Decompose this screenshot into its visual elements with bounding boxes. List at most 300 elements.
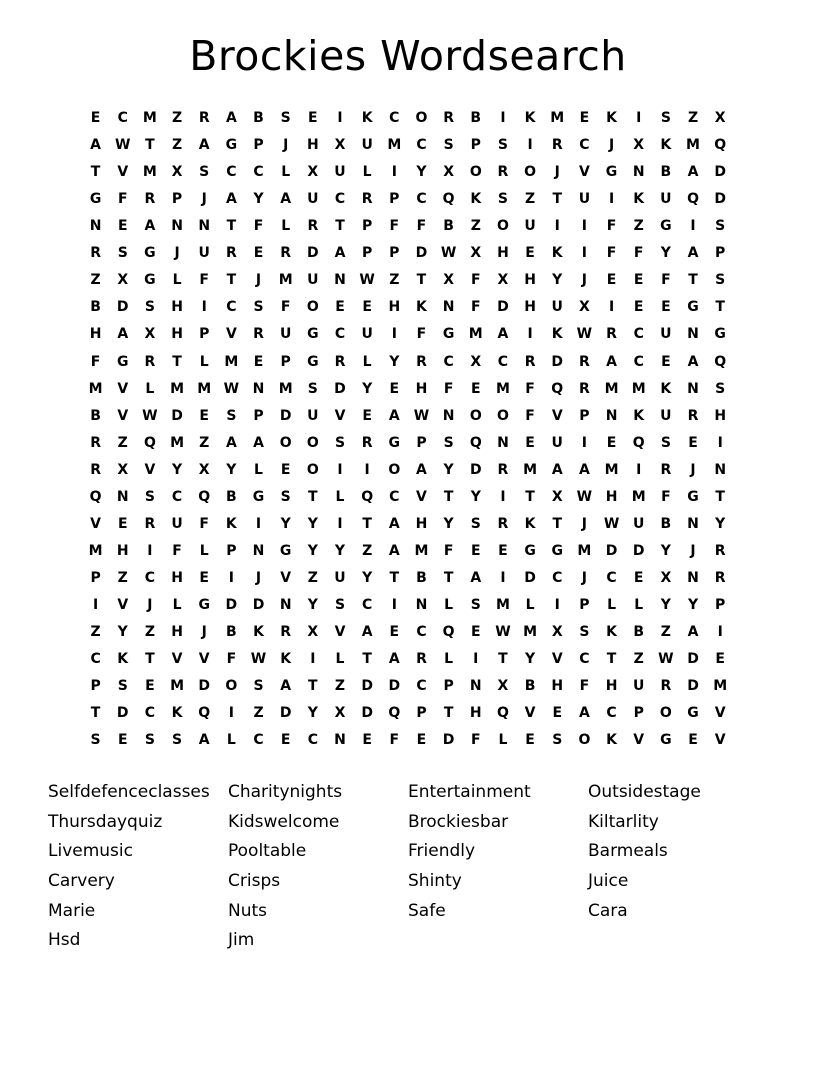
grid-letter: D: [469, 461, 482, 478]
grid-letter: T: [308, 678, 318, 695]
grid-letter: L: [362, 164, 372, 181]
grid-letter: V: [524, 705, 536, 722]
grid-letter: M: [495, 596, 510, 613]
grid-letter: I: [554, 596, 560, 613]
grid-letter: C: [253, 732, 264, 749]
grid-letter: S: [90, 732, 101, 749]
grid-letter: E: [362, 407, 372, 424]
grid-letter: N: [334, 732, 346, 749]
grid-letter: U: [307, 407, 319, 424]
grid-row: [82, 619, 734, 646]
grid-letter: R: [714, 569, 726, 586]
grid-letter: G: [660, 218, 672, 235]
grid-letter: Z: [633, 651, 644, 668]
grid-letter: Z: [90, 272, 101, 289]
grid-letter: M: [197, 380, 212, 397]
grid-letter: O: [225, 678, 238, 695]
grid-letter: B: [90, 299, 101, 316]
grid-letter: I: [391, 596, 397, 613]
grid-letter: C: [416, 191, 427, 208]
grid-letter: J: [581, 515, 587, 532]
word-list-item: Kiltarlity: [588, 811, 659, 832]
grid-letter: O: [469, 407, 482, 424]
grid-letter: C: [633, 326, 644, 343]
word-list-item: Jim: [228, 930, 255, 951]
grid-row: [82, 294, 734, 321]
grid-letter: I: [717, 434, 723, 451]
grid-letter: R: [334, 353, 346, 370]
grid-letter: F: [253, 218, 264, 235]
grid-letter: Z: [253, 705, 264, 722]
grid-letter: G: [279, 542, 292, 559]
grid-letter: P: [280, 353, 291, 370]
grid-letter: M: [142, 164, 157, 181]
grid-letter: T: [552, 515, 563, 532]
grid-letter: Y: [660, 245, 671, 262]
grid-letter: R: [361, 434, 373, 451]
grid-letter: N: [334, 272, 346, 289]
grid-letter: E: [362, 732, 372, 749]
grid-letter: M: [170, 678, 185, 695]
grid-letter: C: [144, 705, 156, 722]
grid-letter: E: [416, 732, 427, 749]
grid-letter: F: [443, 542, 454, 559]
grid-letter: R: [714, 542, 726, 559]
grid-letter: U: [334, 569, 346, 586]
grid-letter: X: [470, 245, 482, 262]
grid-letter: Y: [416, 164, 427, 181]
grid-letter: E: [525, 732, 535, 749]
grid-letter: W: [658, 651, 674, 668]
word-list-item: Carvery: [48, 871, 115, 891]
grid-letter: C: [606, 569, 617, 586]
grid-letter: E: [199, 407, 209, 424]
grid-letter: B: [633, 623, 645, 640]
grid-letter: S: [117, 678, 128, 695]
grid-letter: N: [605, 407, 618, 424]
grid-letter: F: [470, 272, 481, 289]
grid-letter: Z: [687, 110, 699, 127]
grid-letter: N: [198, 218, 211, 235]
grid-letter: N: [469, 678, 482, 695]
grid-letter: D: [714, 164, 726, 181]
grid-letter: Q: [442, 191, 455, 208]
grid-letter: T: [416, 272, 427, 289]
grid-letter: A: [551, 461, 563, 478]
grid-letter: Y: [253, 191, 264, 208]
grid-letter: R: [524, 353, 536, 370]
grid-row: [82, 592, 734, 619]
grid-letter: W: [223, 380, 240, 397]
grid-letter: R: [90, 461, 101, 478]
grid-letter: U: [307, 272, 319, 289]
grid-letter: T: [90, 164, 101, 181]
grid-letter: E: [117, 515, 128, 532]
grid-letter: X: [144, 326, 156, 343]
grid-letter: N: [252, 380, 265, 397]
grid-letter: I: [581, 245, 587, 262]
grid-letter: C: [497, 353, 509, 370]
grid-letter: E: [525, 245, 535, 262]
grid-letter: Z: [171, 137, 183, 154]
grid-letter: X: [171, 164, 183, 181]
grid-letter: L: [254, 461, 263, 478]
grid-letter: S: [280, 488, 291, 505]
grid-letter: T: [389, 569, 400, 586]
grid-letter: L: [634, 596, 644, 613]
grid-letter: Y: [307, 542, 318, 559]
grid-letter: U: [551, 434, 563, 451]
grid-row: [82, 700, 734, 727]
grid-letter: K: [280, 651, 292, 668]
grid-letter: V: [117, 407, 129, 424]
grid-letter: S: [144, 299, 155, 316]
grid-letter: S: [144, 488, 155, 505]
grid-letter: C: [307, 732, 318, 749]
grid-letter: K: [470, 191, 482, 208]
grid-letter: Q: [551, 380, 564, 397]
grid-letter: T: [145, 137, 155, 154]
grid-letter: V: [714, 705, 726, 722]
grid-row: [82, 430, 734, 457]
grid-letter: A: [578, 461, 590, 478]
word-list-item: Outsidestage: [588, 782, 701, 803]
grid-letter: Z: [660, 623, 671, 640]
grid-row: [82, 646, 734, 673]
grid-letter: E: [280, 461, 291, 478]
grid-letter: A: [144, 218, 156, 235]
grid-letter: F: [525, 380, 535, 397]
grid-letter: R: [361, 191, 373, 208]
grid-letter: D: [279, 407, 292, 424]
grid-letter: V: [416, 488, 427, 505]
grid-letter: H: [497, 245, 509, 262]
grid-letter: H: [89, 326, 102, 343]
grid-letter: M: [387, 137, 402, 154]
grid-letter: U: [660, 191, 672, 208]
grid-letter: Y: [715, 515, 726, 532]
grid-letter: N: [252, 542, 265, 559]
grid-letter: K: [524, 110, 536, 127]
grid-letter: A: [361, 623, 373, 640]
page-title: Brockies Wordsearch: [189, 32, 627, 80]
grid-row: [82, 403, 734, 430]
grid-letter: V: [551, 407, 563, 424]
grid-letter: O: [578, 732, 591, 749]
grid-letter: Y: [525, 651, 536, 668]
grid-letter: U: [660, 407, 672, 424]
grid-letter: D: [551, 353, 564, 370]
grid-letter: W: [142, 407, 158, 424]
grid-letter: H: [171, 299, 183, 316]
grid-letter: U: [551, 299, 563, 316]
grid-letter: Q: [714, 353, 727, 370]
grid-letter: F: [172, 542, 182, 559]
word-list-column: [228, 778, 408, 956]
grid-letter: P: [389, 191, 400, 208]
grid-letter: H: [524, 299, 536, 316]
grid-letter: G: [524, 542, 536, 559]
grid-letter: S: [715, 272, 726, 289]
grid-letter: L: [281, 164, 291, 181]
grid-letter: N: [279, 596, 292, 613]
grid-letter: Z: [307, 569, 318, 586]
word-list-item: Marie: [48, 900, 96, 921]
grid-letter: F: [606, 245, 617, 262]
grid-letter: H: [605, 678, 618, 695]
grid-letter: C: [552, 569, 563, 586]
grid-letter: F: [443, 380, 454, 397]
grid-letter: R: [416, 651, 427, 668]
grid-letter: B: [524, 678, 536, 695]
grid-letter: E: [470, 380, 481, 397]
grid-letter: N: [171, 218, 183, 235]
grid-letter: E: [199, 569, 209, 586]
grid-letter: I: [608, 299, 615, 316]
grid-letter: G: [198, 596, 210, 613]
word-list: [0, 778, 816, 956]
grid-letter: E: [661, 353, 671, 370]
grid-letter: X: [551, 488, 563, 505]
grid-letter: M: [224, 353, 239, 370]
grid-letter: F: [606, 218, 617, 235]
grid-letter: P: [470, 137, 481, 154]
grid-letter: S: [226, 407, 237, 424]
grid-letter: L: [444, 596, 454, 613]
grid-letter: Q: [89, 488, 102, 505]
grid-letter: D: [116, 705, 129, 722]
word-list-item: Cara: [588, 900, 628, 921]
grid-letter: Y: [362, 380, 373, 397]
grid-letter: F: [280, 299, 291, 316]
grid-letter: S: [144, 732, 155, 749]
grid-letter: R: [144, 353, 156, 370]
grid-letter: A: [280, 678, 292, 695]
word-list-item: Livemusic: [48, 841, 133, 862]
grid-letter: D: [361, 705, 373, 722]
grid-letter: Y: [280, 515, 291, 532]
grid-letter: P: [226, 542, 237, 559]
grid-row: [82, 186, 734, 213]
grid-letter: T: [90, 705, 101, 722]
grid-letter: X: [443, 272, 454, 289]
grid-letter: N: [442, 299, 455, 316]
grid-letter: E: [688, 732, 698, 749]
grid-letter: V: [117, 380, 129, 397]
grid-letter: K: [551, 245, 563, 262]
grid-letter: E: [253, 245, 264, 262]
grid-letter: N: [116, 488, 129, 505]
grid-letter: J: [608, 137, 615, 154]
grid-letter: U: [279, 326, 292, 343]
grid-letter: W: [576, 326, 593, 343]
grid-letter: M: [170, 380, 185, 397]
grid-letter: I: [310, 651, 316, 668]
grid-row: [82, 457, 734, 484]
grid-letter: A: [198, 137, 210, 154]
grid-letter: Z: [525, 191, 536, 208]
grid-letter: A: [334, 245, 346, 262]
grid-letter: U: [198, 245, 210, 262]
grid-letter: N: [687, 380, 699, 397]
grid-letter: G: [89, 191, 102, 208]
grid-letter: M: [550, 110, 565, 127]
grid-letter: A: [225, 191, 237, 208]
grid-letter: Y: [660, 596, 671, 613]
grid-letter: C: [389, 488, 400, 505]
grid-letter: B: [253, 110, 264, 127]
grid-letter: O: [388, 461, 401, 478]
grid-letter: T: [688, 272, 698, 289]
grid-letter: J: [255, 272, 262, 289]
grid-letter: L: [145, 380, 155, 397]
grid-letter: F: [199, 515, 209, 532]
grid-letter: Y: [362, 569, 373, 586]
grid-letter: I: [527, 137, 533, 154]
grid-letter: B: [90, 407, 101, 424]
grid-row: [82, 538, 734, 565]
grid-letter: D: [524, 569, 536, 586]
grid-letter: I: [636, 110, 642, 127]
grid-letter: W: [115, 137, 131, 154]
word-list-column: [48, 778, 228, 956]
grid-letter: N: [442, 407, 455, 424]
grid-letter: T: [226, 218, 237, 235]
grid-letter: J: [201, 623, 207, 640]
grid-letter: M: [414, 542, 429, 559]
grid-letter: A: [198, 732, 210, 749]
grid-letter: S: [470, 515, 481, 532]
grid-letter: S: [334, 596, 346, 613]
grid-letter: H: [714, 407, 727, 424]
grid-letter: G: [388, 434, 401, 451]
grid-letter: M: [523, 461, 538, 478]
word-list-item: Shinty: [408, 871, 462, 891]
grid-letter: C: [579, 137, 590, 154]
grid-letter: T: [335, 218, 345, 235]
grid-letter: L: [444, 651, 454, 668]
grid-letter: Y: [660, 542, 671, 559]
grid-letter: X: [307, 164, 319, 181]
grid-letter: H: [306, 137, 319, 154]
grid-letter: J: [147, 596, 153, 613]
grid-letter: O: [306, 434, 319, 451]
grid-letter: K: [606, 623, 617, 640]
grid-letter: S: [253, 299, 264, 316]
grid-letter: N: [89, 218, 102, 235]
grid-letter: A: [687, 623, 699, 640]
grid-letter: W: [440, 245, 457, 262]
grid-letter: Q: [496, 705, 509, 722]
grid-letter: F: [416, 218, 427, 235]
grid-letter: I: [527, 326, 533, 343]
grid-letter: I: [228, 705, 234, 722]
grid-letter: D: [632, 542, 645, 559]
grid-letter: P: [715, 245, 726, 262]
grid-letter: R: [307, 218, 319, 235]
grid-letter: D: [415, 245, 428, 262]
grid-letter: X: [334, 705, 346, 722]
grid-letter: O: [496, 218, 509, 235]
grid-letter: Y: [687, 596, 699, 613]
grid-letter: S: [117, 245, 128, 262]
grid-letter: S: [253, 678, 264, 695]
grid-letter: P: [362, 245, 373, 262]
grid-letter: B: [226, 488, 237, 505]
grid-letter: D: [687, 651, 699, 668]
grid-letter: G: [144, 245, 156, 262]
grid-letter: Z: [334, 678, 346, 695]
grid-letter: V: [171, 651, 183, 668]
grid-letter: N: [687, 515, 699, 532]
word-list-item: Barmeals: [588, 841, 668, 862]
grid-letter: R: [551, 137, 563, 154]
grid-letter: U: [361, 326, 373, 343]
grid-letter: T: [362, 515, 372, 532]
word-list-item: Friendly: [408, 841, 476, 862]
grid-letter: Q: [442, 623, 455, 640]
grid-letter: V: [551, 651, 563, 668]
grid-letter: C: [334, 191, 346, 208]
grid-letter: Q: [143, 434, 156, 451]
grid-letter: D: [225, 596, 238, 613]
grid-letter: S: [307, 380, 318, 397]
grid-letter: P: [579, 596, 590, 613]
grid-letter: O: [415, 110, 428, 127]
word-list-item: Brockiesbar: [408, 811, 509, 832]
grid-letter: B: [660, 515, 672, 532]
wordsearch-page: [0, 34, 816, 1090]
grid-letter: D: [388, 678, 401, 695]
grid-letter: F: [579, 678, 590, 695]
grid-letter: Y: [389, 353, 400, 370]
grid-letter: A: [388, 515, 400, 532]
grid-letter: D: [334, 380, 346, 397]
grid-letter: L: [335, 488, 345, 505]
grid-letter: E: [389, 623, 400, 640]
grid-letter: J: [283, 137, 289, 154]
grid-letter: C: [389, 110, 400, 127]
grid-letter: M: [604, 380, 619, 397]
grid-letter: E: [145, 678, 155, 695]
grid-letter: K: [225, 515, 237, 532]
grid-letter: E: [633, 272, 644, 289]
grid-letter: L: [281, 218, 291, 235]
grid-letter: Z: [633, 218, 644, 235]
grid-letter: I: [608, 191, 615, 208]
grid-letter: K: [361, 110, 373, 127]
grid-letter: S: [172, 732, 183, 749]
grid-letter: H: [551, 678, 564, 695]
grid-letter: S: [497, 191, 508, 208]
grid-letter: Z: [117, 569, 128, 586]
grid-letter: Q: [361, 488, 374, 505]
grid-letter: V: [578, 164, 590, 181]
grid-letter: L: [199, 353, 209, 370]
grid-letter: X: [714, 110, 726, 127]
grid-letter: T: [362, 651, 372, 668]
grid-letter: K: [606, 732, 617, 749]
grid-letter: W: [250, 651, 267, 668]
grid-letter: H: [116, 542, 129, 559]
grid-letter: X: [578, 299, 590, 316]
grid-letter: H: [171, 623, 183, 640]
grid-letter: E: [280, 732, 291, 749]
grid-letter: L: [525, 596, 535, 613]
grid-letter: G: [225, 137, 238, 154]
grid-letter: R: [579, 380, 590, 397]
grid-letter: A: [253, 434, 264, 451]
